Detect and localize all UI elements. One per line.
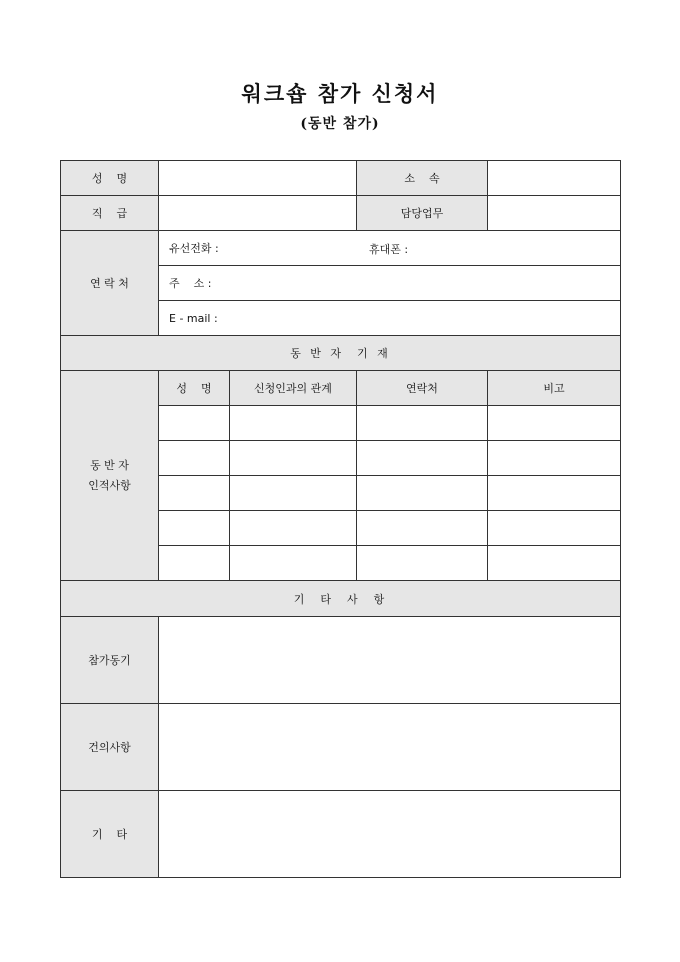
companion-section-title: 동 반 자 기 재 — [61, 336, 621, 371]
companion-name-cell[interactable] — [159, 441, 230, 476]
companion-note-cell[interactable] — [488, 406, 621, 441]
name-field[interactable] — [159, 161, 357, 196]
affiliation-field[interactable] — [488, 161, 621, 196]
companion-relation-cell[interactable] — [230, 476, 357, 511]
email-field[interactable] — [159, 301, 621, 336]
document-subtitle: (동반 참가) — [300, 116, 380, 132]
email-label: E - mail : — [169, 311, 218, 325]
companion-relation-cell[interactable] — [230, 441, 357, 476]
companion-note-cell[interactable] — [488, 511, 621, 546]
mobile-label: 휴대폰 : — [369, 243, 409, 256]
duty-field[interactable] — [488, 196, 621, 231]
companion-relation-cell[interactable] — [230, 406, 357, 441]
companion-col-contact: 연락처 — [357, 371, 488, 406]
companion-contact-cell[interactable] — [357, 511, 488, 546]
other-section-title: 기 타 사 항 — [61, 581, 621, 617]
companion-contact-cell[interactable] — [357, 546, 488, 581]
companion-col-relation: 신청인과의 관계 — [230, 371, 357, 406]
suggestions-label: 건의사항 — [61, 704, 159, 791]
companion-note-cell[interactable] — [488, 546, 621, 581]
companion-contact-cell[interactable] — [357, 406, 488, 441]
companion-note-cell[interactable] — [488, 441, 621, 476]
position-label: 직 급 — [61, 196, 159, 231]
companion-side-label-line2: 인적사항 — [88, 478, 131, 492]
companion-relation-cell[interactable] — [230, 511, 357, 546]
duty-label: 담당업무 — [357, 196, 488, 231]
suggestions-field[interactable] — [159, 704, 621, 791]
application-form — [60, 160, 621, 878]
etc-field[interactable] — [159, 791, 621, 878]
companion-col-name: 성 명 — [159, 371, 230, 406]
companion-note-cell[interactable] — [488, 476, 621, 511]
companion-name-cell[interactable] — [159, 476, 230, 511]
landline-label: 유선전화 : — [169, 242, 219, 255]
companion-relation-cell[interactable] — [230, 546, 357, 581]
address-label: 주 소 : — [169, 277, 212, 290]
companion-name-cell[interactable] — [159, 546, 230, 581]
contact-label: 연 락 처 — [61, 231, 159, 336]
phone-row[interactable] — [159, 231, 621, 266]
document-title: 워크숍 참가 신청서 — [241, 81, 439, 106]
companion-side-label-line1: 동 반 자 — [90, 458, 129, 472]
companion-name-cell[interactable] — [159, 406, 230, 441]
companion-name-cell[interactable] — [159, 511, 230, 546]
companion-side-label — [61, 371, 159, 581]
affiliation-label: 소 속 — [357, 161, 488, 196]
position-field[interactable] — [159, 196, 357, 231]
motivation-label: 참가동기 — [61, 617, 159, 704]
motivation-field[interactable] — [159, 617, 621, 704]
etc-label: 기 타 — [61, 791, 159, 878]
companion-contact-cell[interactable] — [357, 476, 488, 511]
companion-contact-cell[interactable] — [357, 441, 488, 476]
address-field[interactable] — [159, 266, 621, 301]
companion-col-note: 비고 — [488, 371, 621, 406]
name-label: 성 명 — [61, 161, 159, 196]
